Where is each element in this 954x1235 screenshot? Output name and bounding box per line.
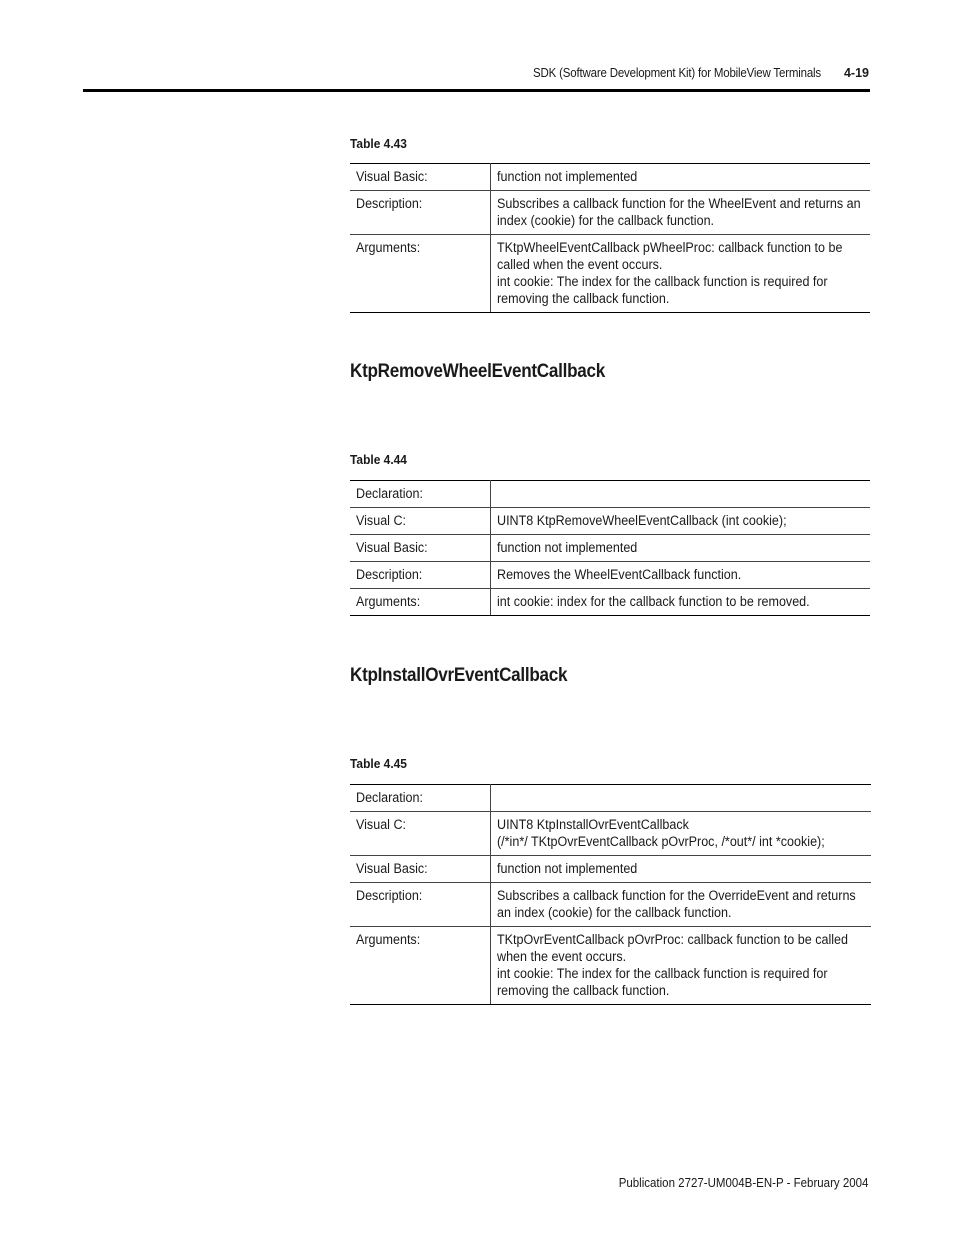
table-row (350, 235, 870, 313)
row-label (350, 883, 491, 927)
row-value-text (497, 512, 862, 529)
row-value (491, 883, 872, 927)
row-value (491, 589, 871, 616)
running-header-title: SDK (Software Development Kit) for MobileView Terminals (533, 66, 821, 80)
row-value (491, 562, 871, 589)
row-label-text: Arguments: (356, 932, 421, 947)
row-value-line: int cookie: The index for the callback function is required for removing the callback function. (497, 274, 828, 306)
row-value-line: int cookie: The index for the callback function is required for removing the callback function. (497, 966, 828, 998)
row-label-text: Declaration: (356, 790, 424, 805)
page-number: 4-19 (843, 66, 869, 80)
row-value-line: TKtpOvrEventCallback pOvrProc: callback function to be called when the event occurs. (497, 932, 849, 964)
table-row (350, 883, 871, 927)
table-row (350, 856, 871, 883)
row-label (350, 856, 491, 883)
row-label (350, 191, 491, 235)
table-4-45 (350, 784, 871, 1005)
row-label (350, 589, 491, 616)
row-label-text: Visual Basic: (356, 169, 428, 184)
row-value-text (497, 789, 863, 806)
row-value-text (497, 566, 862, 583)
row-label-text: Visual C: (356, 817, 407, 832)
row-value-line: Subscribes a callback function for the OverrideEvent and returns an index (cookie) for the callback function. (497, 888, 856, 920)
row-label (350, 164, 491, 191)
row-label-text: Arguments: (356, 594, 421, 609)
table-caption-4-45: Table 4.45 (350, 756, 407, 771)
table-row (350, 164, 870, 191)
row-label (350, 535, 491, 562)
row-label (350, 235, 491, 313)
table-row (350, 562, 870, 589)
row-label (350, 481, 491, 508)
row-label-text: Description: (356, 196, 423, 211)
row-value-text (497, 860, 863, 877)
row-value (491, 164, 871, 191)
row-value-text (497, 239, 862, 307)
table-row (350, 927, 871, 1005)
table-row (350, 481, 870, 508)
row-value (491, 481, 871, 508)
row-value-line (497, 485, 862, 502)
header-rule (83, 89, 870, 92)
row-value (491, 785, 872, 812)
row-value-line: Removes the WheelEventCallback function. (497, 567, 742, 582)
row-value-line: UINT8 KtpInstallOvrEventCallback (497, 817, 689, 832)
row-value-text (497, 195, 862, 229)
table-row (350, 508, 870, 535)
row-label (350, 508, 491, 535)
row-label-text: Description: (356, 567, 423, 582)
row-label (350, 812, 491, 856)
footer-publication: Publication 2727-UM004B-EN-P - February 2004 (618, 1176, 868, 1190)
row-label-text: Description: (356, 888, 423, 903)
row-value-line: int cookie: index for the callback function to be removed. (497, 594, 810, 609)
table-row (350, 812, 871, 856)
row-value (491, 856, 872, 883)
row-value-line: (/*in*/ TKtpOvrEventCallback pOvrProc, /*out*/ int *cookie); (497, 834, 825, 849)
row-value-text (497, 593, 862, 610)
row-value-text (497, 816, 863, 850)
row-value-line: function not implemented (497, 861, 638, 876)
row-label-text: Visual C: (356, 513, 407, 528)
row-value (491, 535, 871, 562)
table-row (350, 785, 871, 812)
table-caption-4-43: Table 4.43 (350, 136, 407, 151)
row-value-line: function not implemented (497, 540, 638, 555)
section-heading-remove-wheel-event-callback: KtpRemoveWheelEventCallback (350, 361, 605, 382)
row-value-text (497, 168, 862, 185)
row-label (350, 562, 491, 589)
row-label (350, 785, 491, 812)
row-value (491, 235, 871, 313)
row-value-line: UINT8 KtpRemoveWheelEventCallback (int cookie); (497, 513, 787, 528)
row-label (350, 927, 491, 1005)
table-row (350, 191, 870, 235)
row-value-text (497, 931, 863, 999)
row-value (491, 191, 871, 235)
row-value-line: TKtpWheelEventCallback pWheelProc: callback function to be called when the event occurs. (497, 240, 843, 272)
row-value-text (497, 485, 862, 502)
row-value-line: function not implemented (497, 169, 638, 184)
table-caption-4-44: Table 4.44 (350, 452, 407, 467)
row-value-text (497, 887, 863, 921)
row-label-text: Visual Basic: (356, 540, 428, 555)
row-value (491, 508, 871, 535)
row-value-line (497, 789, 863, 806)
row-label-text: Arguments: (356, 240, 421, 255)
table-4-43 (350, 163, 870, 313)
table-4-44 (350, 480, 870, 616)
row-label-text: Declaration: (356, 486, 424, 501)
table-row (350, 535, 870, 562)
section-heading-install-ovr-event-callback: KtpInstallOvrEventCallback (350, 665, 568, 686)
table-row (350, 589, 870, 616)
row-value (491, 927, 872, 1005)
row-value (491, 812, 872, 856)
row-label-text: Visual Basic: (356, 861, 428, 876)
row-value-line: Subscribes a callback function for the WheelEvent and returns an index (cookie) for the callback function. (497, 196, 861, 228)
row-value-text (497, 539, 862, 556)
